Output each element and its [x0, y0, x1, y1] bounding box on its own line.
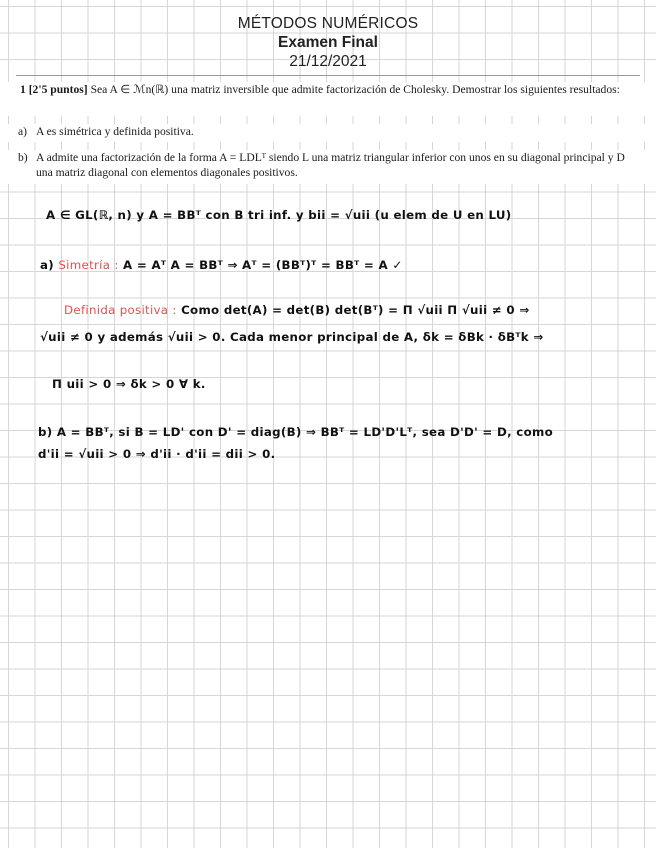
- positive-definite-heading: Definida positiva :: [64, 303, 177, 317]
- symmetry-heading: Simetría :: [58, 258, 119, 272]
- answer-a-label: a): [40, 258, 54, 272]
- problem-text: Sea A ∈ ℳn(ℝ) una matriz inversible que admite factorización de Cholesky. Demostrar los siguientes resultados:: [90, 83, 620, 96]
- problem-number: 1 [2'5 puntos]: [20, 83, 88, 96]
- item-b-text: A admite una factorización de la forma A = LDLᵀ siendo L una matriz triangular inferior con unos en su diagonal principal y D una matriz diagonal con elementos diagonales positivos.: [36, 151, 625, 179]
- item-a: [0, 124, 656, 142]
- problem-statement: [0, 82, 656, 116]
- handwritten-line-5: Π uii > 0 ⇒ δk > 0 ∀ k.: [52, 377, 206, 391]
- handwritten-line-6: b) A = BBᵀ, si B = LD' con D' = diag(B) ⇒ BBᵀ = LD'D'Lᵀ, sea D'D' = D, como: [38, 425, 553, 439]
- exam-title: Examen Final: [278, 34, 378, 51]
- exam-date: 21/12/2021: [289, 53, 367, 70]
- handwritten-line-2: [40, 258, 656, 272]
- course-title: MÉTODOS NUMÉRICOS: [237, 15, 419, 32]
- handwritten-line-3: [64, 303, 656, 317]
- handwritten-line-4: √uii ≠ 0 y además √uii > 0. Cada menor principal de A, δk = δBk · δBᵀk ⇒: [40, 330, 544, 344]
- exam-header: [0, 14, 656, 71]
- handwritten-line-1: A ∈ GL(ℝ, n) y A = BBᵀ con B tri inf. y bii = √uii (u elem de U en LU): [46, 208, 512, 222]
- item-b: [0, 150, 656, 184]
- positive-definite-proof: Como det(A) = det(B) det(Bᵀ) = Π √uii Π √uii ≠ 0 ⇒: [181, 303, 530, 317]
- symmetry-proof: A = Aᵀ A = BBᵀ ⇒ Aᵀ = (BBᵀ)ᵀ = BBᵀ = A ✓: [123, 258, 403, 272]
- item-b-letter: b): [18, 151, 28, 164]
- item-a-text: A es simétrica y definida positiva.: [36, 125, 194, 138]
- handwritten-line-7: d'ii = √uii > 0 ⇒ d'ii · d'ii = dii > 0.: [38, 447, 276, 461]
- header-divider: [16, 75, 640, 76]
- item-a-letter: a): [18, 125, 28, 138]
